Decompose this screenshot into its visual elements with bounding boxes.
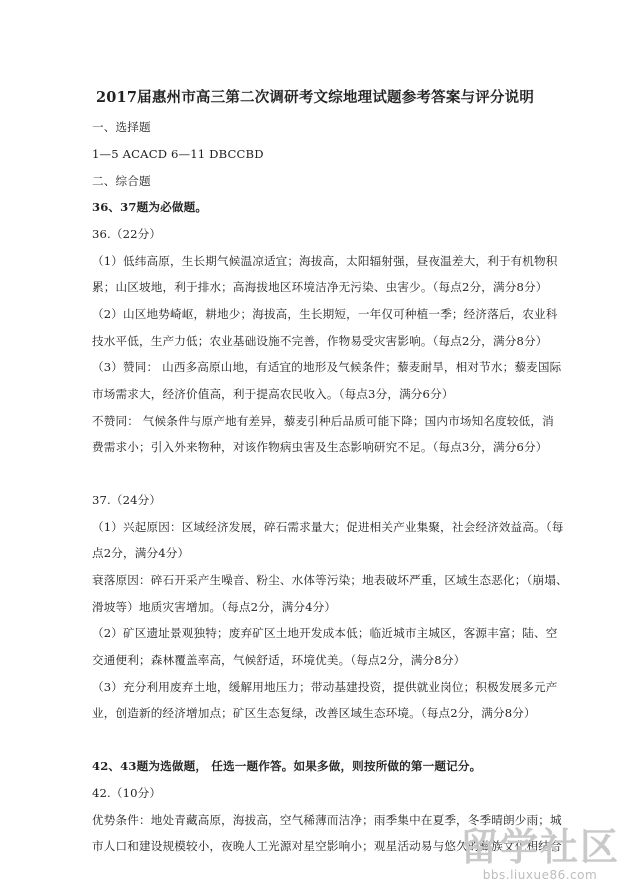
section-heading-comprehensive: 二、综合题 (92, 174, 151, 188)
question-42-heading: 42.（10分） (92, 786, 162, 800)
required-note: 36、37题为必做题。 (92, 200, 208, 214)
answer-line: （2）山区地势崎岖，耕地少；海拔高，生长期短，一年仅可种植一季；经济落后，农业科 (92, 307, 558, 321)
answer-line: （1）兴起原因：区域经济发展，碎石需求量大；促进相关产业集聚，社会经济效益高。（每 (92, 520, 564, 534)
answer-line: 衰落原因：碎石开采产生噪音、粉尘、水体等污染；地表破坏严重，区域生态恶化；（崩塌、 (92, 573, 568, 587)
watermark-brand: 留学社区 (459, 825, 620, 869)
answer-line: 业，创造新的经济增加点；矿区生态复绿，改善区域生态环境。（每点2分，满分8分） (92, 706, 536, 720)
answer-line: 技水平低，生产力低；农业基础设施不完善，作物易受灾害影响。（每点2分，满分8分） (92, 334, 548, 348)
answer-line: （1）低纬高原，生长期气候温凉适宜；海拔高，太阳辐射强，昼夜温差大，利于有机物积 (92, 254, 558, 268)
optional-note: 42、43题为选做题， 任选一题作答。如果多做，则按所做的第一题记分。 (92, 759, 482, 773)
answer-line: 市人口和建设规模较小，夜晚人工光源对星空影响小；观星活动易与悠久的藏族文化相结合， (92, 839, 574, 853)
answer-line: （3）赞同： 山西多高原山地，有适宜的地形及气候条件；藜麦耐旱，相对节水；藜麦国际 (92, 360, 562, 374)
answer-line: 不赞同： 气候条件与原产地有差异，藜麦引种后品质可能下降；国内市场知名度较低，消 (92, 414, 554, 428)
answer-line: 费需求小；引入外来物种，对该作物病虫害及生态影响研究不足。（每点3分，满分6分） (92, 440, 548, 454)
question-37-heading: 37.（24分） (92, 493, 162, 507)
question-36-heading: 36.（22分） (92, 227, 162, 241)
answer-line: 滑坡等）地质灾害增加。（每点2分，满分4分） (92, 600, 337, 614)
site-watermark (455, 826, 625, 888)
choice-answers: 1—5 ACACD 6—11 DBCCBD (92, 147, 264, 161)
answer-line: 点2分，满分4分） (92, 546, 190, 560)
answer-line: （3）充分利用废弃土地，缓解用地压力；带动基建投资，提供就业岗位；积极发展多元产 (92, 680, 558, 694)
answer-line: （2）矿区遗址景观独特；废弃矿区土地开发成本低；临近城市主城区，客源丰富；陆、空 (92, 626, 558, 640)
section-heading-choice: 一、选择题 (92, 120, 151, 134)
document-title: 2017届惠州市高三第二次调研考文综地理试题参考答案与评分说明 (95, 89, 535, 106)
answer-line: 市场需求大，经济价值高，利于提高农民收入。（每点3分，满分6分） (92, 387, 454, 401)
answer-line: 优势条件：地处青藏高原，海拔高，空气稀薄而洁净；雨季集中在夏季，冬季晴朗少雨；城 (92, 813, 562, 827)
watermark-url: bbs.liuxue86.com (482, 868, 598, 882)
answer-line: 累；山区坡地，利于排水；高海拔地区环境洁净无污染、虫害少。（每点2分，满分8分） (92, 280, 548, 294)
answer-line: 交通便利；森林覆盖率高，气候舒适，环境优美。（每点2分，满分8分） (92, 653, 466, 667)
